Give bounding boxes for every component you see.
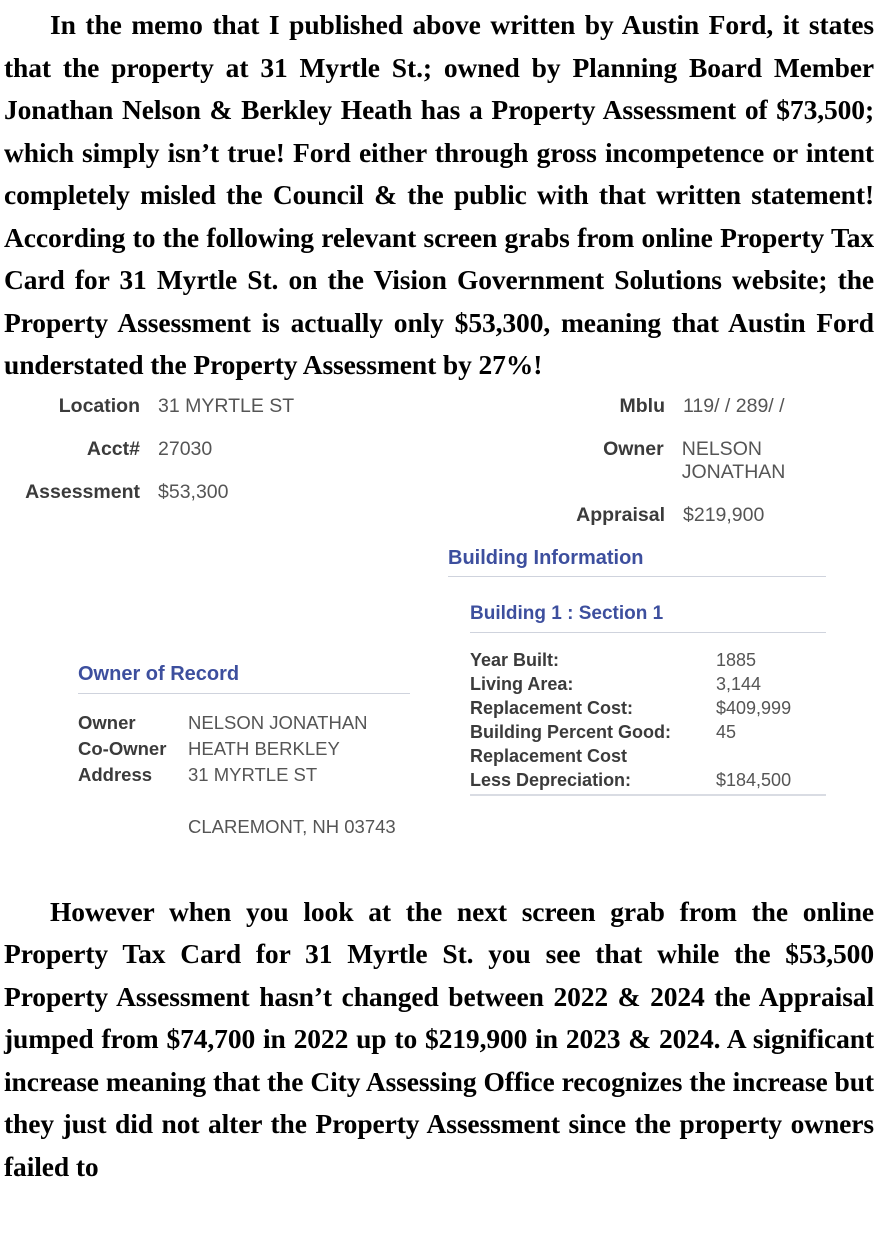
- summary-value-mblu: 119/ / 289/ /: [683, 394, 785, 417]
- spacer-cell-left: [78, 788, 188, 814]
- summary-row-location: [0, 395, 430, 418]
- building-label-year-built: Year Built:: [470, 650, 560, 670]
- table-row: [470, 697, 826, 721]
- owner-label-co-owner: Co-Owner: [78, 737, 167, 759]
- summary-value-assessment: $53,300: [158, 480, 229, 503]
- summary-label-acct: Acct#: [86, 437, 140, 460]
- property-tax-card-screengrab: [0, 387, 880, 887]
- building-details-table: [470, 649, 826, 797]
- building-label-living-area: Living Area:: [470, 674, 574, 694]
- building-information-title: Building Information: [448, 547, 826, 577]
- property-summary: [0, 395, 880, 527]
- building-value-less-depreciation: $184,500: [716, 769, 826, 796]
- paragraph-intro: In the memo that I published above written by Austin Ford, it states that the property at 31 Myrtle St.; owned by Planning Board Member Jonathan Nelson & Berkley Heath has a Property Assessment of $73,500; which simply isn’t true! Ford either through gross incompetence or intent completely misled the Council & the public with that written statement! According to the following relevant screen grabs from online Property Tax Card for 31 Myrtle St. on the Vision Government Solutions website; the Property Assessment is actually only $53,300, meaning that Austin Ford understated the Property Assessment by 27%!: [4, 9, 874, 380]
- table-row: [470, 769, 826, 796]
- property-summary-left-column: [0, 395, 430, 527]
- building-value-living-area: 3,144: [716, 674, 762, 694]
- paragraph-followup: However when you look at the next screen grab from the online Property Tax Card for 31 Myrtle St. you see that while the $53,500 Property Assessment hasn’t changed between 2022 & 2024 the Appraisal jumped from $74,700 in 2022 up to $219,900 in 2023 & 2024. A significant increase meaning that the City Assessing Office recognizes the increase but they just did not alter the Property Assessment since the property owners failed to: [4, 895, 874, 1182]
- summary-value-acct: 27030: [158, 437, 213, 460]
- table-row: [470, 745, 826, 769]
- building-label-replacement-cost: Replacement Cost:: [470, 698, 634, 718]
- building-value-replacement-cost-cont: [716, 745, 826, 769]
- spacer-cell-right: [188, 788, 396, 814]
- owner-value-owner: NELSON JONATHAN: [188, 711, 368, 733]
- owner-label-empty: [78, 814, 188, 840]
- owner-label-address: Address: [78, 763, 153, 785]
- summary-value-location: 31 MYRTLE ST: [158, 394, 295, 417]
- summary-row-acct: [0, 438, 430, 461]
- table-row: [78, 710, 396, 736]
- summary-row-appraisal: [430, 504, 870, 527]
- owner-value-city-state-zip: CLAREMONT, NH 03743: [188, 815, 396, 837]
- owner-value-address: 31 MYRTLE ST: [188, 763, 318, 785]
- summary-label-mblu: Mblu: [619, 394, 665, 417]
- owner-of-record-title: Owner of Record: [78, 663, 410, 694]
- table-row: [470, 649, 826, 673]
- owner-label-owner: Owner: [78, 711, 136, 733]
- building-information-panel: [448, 547, 830, 797]
- summary-label-assessment: Assessment: [25, 480, 140, 503]
- building-value-year-built: 1885: [716, 650, 757, 670]
- summary-label-location: Location: [58, 394, 140, 417]
- summary-value-appraisal: $219,900: [683, 503, 765, 526]
- owner-of-record-panel: [78, 663, 414, 840]
- property-summary-right-column: [430, 395, 870, 527]
- table-row: [78, 762, 396, 788]
- table-row-spacer: [78, 788, 396, 814]
- building-label-percent-good: Building Percent Good:: [470, 722, 671, 742]
- summary-row-assessment: [0, 481, 430, 504]
- summary-row-owner: [430, 438, 870, 484]
- owner-value-co-owner: HEATH BERKLEY: [188, 737, 340, 759]
- table-row: [470, 721, 826, 745]
- table-row: [78, 814, 396, 840]
- building-value-percent-good: 45: [716, 722, 737, 742]
- building-value-replacement-cost: $409,999: [716, 698, 792, 718]
- building-label-replacement-cost-cont: Replacement Cost: [470, 746, 628, 766]
- summary-row-mblu: [430, 395, 870, 418]
- summary-label-appraisal: Appraisal: [576, 503, 665, 526]
- building-section-1: [470, 603, 826, 797]
- table-row: [470, 673, 826, 697]
- table-row: [78, 736, 396, 762]
- summary-value-owner: NELSON JONATHAN: [681, 437, 786, 483]
- owner-of-record-table: [78, 710, 396, 840]
- building-section-title: Building 1 : Section 1: [470, 603, 826, 633]
- summary-label-owner: Owner: [603, 437, 664, 460]
- building-label-less-depreciation: Less Depreciation:: [470, 769, 716, 796]
